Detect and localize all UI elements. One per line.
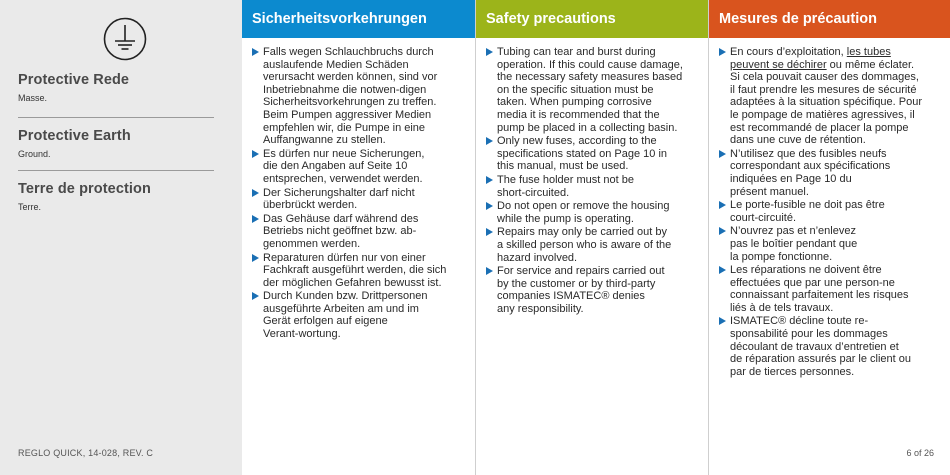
precautions-list-german xyxy=(242,38,475,341)
column-german xyxy=(242,0,475,475)
bullet-arrow-icon xyxy=(719,317,726,325)
bullet-arrow-icon xyxy=(486,267,493,275)
list-item: N’utilisez que des fusibles neufs correspondant aux spécifications indiquées en Page 10 du présent manuel. xyxy=(719,148,942,198)
sidebar xyxy=(0,0,242,475)
divider xyxy=(18,117,214,118)
list-item: Do not open or remove the housing while the pump is operating. xyxy=(486,200,700,225)
bullet-arrow-icon xyxy=(252,292,259,300)
list-item: Only new fuses, according to the specifications stated on Page 10 in this manual, must be used. xyxy=(486,135,700,173)
bullet-arrow-icon xyxy=(252,189,259,197)
bullet-arrow-icon xyxy=(486,176,493,184)
list-item: Es dürfen nur neue Sicherungen, die den Angaben auf Seite 10 entsprechen, verwendet werden. xyxy=(252,148,467,186)
underlined-text: les tubes peuvent se déchirer xyxy=(730,46,891,71)
entry-title: Protective Earth xyxy=(18,128,131,144)
bullet-arrow-icon xyxy=(486,202,493,210)
column-header-german: Sicherheitsvorkehrungen xyxy=(242,0,475,38)
bullet-arrow-icon xyxy=(719,201,726,209)
bullet-arrow-icon xyxy=(252,215,259,223)
precautions-list-french xyxy=(709,38,950,378)
list-item: Les réparations ne doivent être effectuées que par une person-ne connaissant parfaitement les risques liés à de tels travaux. xyxy=(719,264,942,314)
sidebar-entry-terre-de-protection xyxy=(18,181,214,212)
column-header-english: Safety precautions xyxy=(476,0,708,38)
bullet-arrow-icon xyxy=(719,48,726,56)
bullet-arrow-icon xyxy=(486,48,493,56)
bullet-arrow-icon xyxy=(252,150,259,158)
entry-desc: Ground. xyxy=(18,149,51,159)
bullet-arrow-icon xyxy=(486,228,493,236)
list-item: Das Gehäuse darf während des Betriebs nicht geöffnet bzw. ab- genommen werden. xyxy=(252,213,467,251)
precautions-list-english xyxy=(476,38,708,315)
list-item: Der Sicherungshalter darf nicht überbrückt werden. xyxy=(252,187,467,212)
list-item: En cours d’exploitation, les tubes peuvent se déchirer ou même éclater. Si cela pouvait causer des dommages, il faut prendre les mesures de sécurité adaptées à la situation spécifique. Pour le pompage de matières agressives, il est recommandé de placer la pompe dans une cuve de rétention. xyxy=(719,46,942,147)
list-item: ISMATEC® décline toute re- sponsabilité pour les dommages découlant de travaux d’entretien et de réparation assurés par le client ou par de tierces personnes. xyxy=(719,315,942,378)
column-french xyxy=(708,0,950,475)
column-english xyxy=(475,0,708,475)
bullet-arrow-icon xyxy=(719,150,726,158)
bullet-arrow-icon xyxy=(719,266,726,274)
list-item: Le porte-fusible ne doit pas être court-circuité. xyxy=(719,199,942,224)
bullet-arrow-icon xyxy=(252,254,259,262)
sidebar-entry-protective-rede xyxy=(18,72,214,103)
document-id: REGLO QUICK, 14-028, REV. C xyxy=(18,448,154,458)
list-item: Falls wegen Schlauchbruchs durch auslaufende Medien Schäden verursacht werden können, sind vor Inbetriebnahme die notwen-digen Sicherheitsvorkehrungen zu treffen. Beim Pumpen aggressiver Medien empfehlen wir, die Pumpe in eine Auffangwanne zu stellen. xyxy=(252,46,467,147)
bullet-arrow-icon xyxy=(486,137,493,145)
protective-earth-ground-icon xyxy=(103,17,147,61)
list-item: N’ouvrez pas et n’enlevez pas le boîtier pendant que la pompe fonctionne. xyxy=(719,225,942,263)
column-header-french: Mesures de précaution xyxy=(709,0,950,38)
page-number: 6 of 26 xyxy=(906,448,934,458)
entry-title: Terre de protection xyxy=(18,181,151,197)
entry-desc: Masse. xyxy=(18,93,48,103)
sidebar-entry-protective-earth xyxy=(18,128,214,159)
list-item: For service and repairs carried out by the customer or by third-party companies ISMATEC® denies any responsibility. xyxy=(486,265,700,315)
entry-desc: Terre. xyxy=(18,202,42,212)
list-item: The fuse holder must not be short-circuited. xyxy=(486,174,700,199)
list-item: Durch Kunden bzw. Drittpersonen ausgeführte Arbeiten am und im Gerät erfolgen auf eigene Verant-wortung. xyxy=(252,290,467,340)
divider xyxy=(18,170,214,171)
list-item: Repairs may only be carried out by a skilled person who is aware of the hazard involved. xyxy=(486,226,700,264)
list-item: Reparaturen dürfen nur von einer Fachkraft ausgeführt werden, die sich der möglichen Gefahren bewusst ist. xyxy=(252,252,467,290)
bullet-arrow-icon xyxy=(252,48,259,56)
entry-title: Protective Rede xyxy=(18,72,130,88)
bullet-arrow-icon xyxy=(719,227,726,235)
list-item: Tubing can tear and burst during operation. If this could cause damage, the necessary safety measures based on the specific situation must be taken. When pumping corrosive media it is recommended that the pump be placed in a collecting basin. xyxy=(486,46,700,134)
